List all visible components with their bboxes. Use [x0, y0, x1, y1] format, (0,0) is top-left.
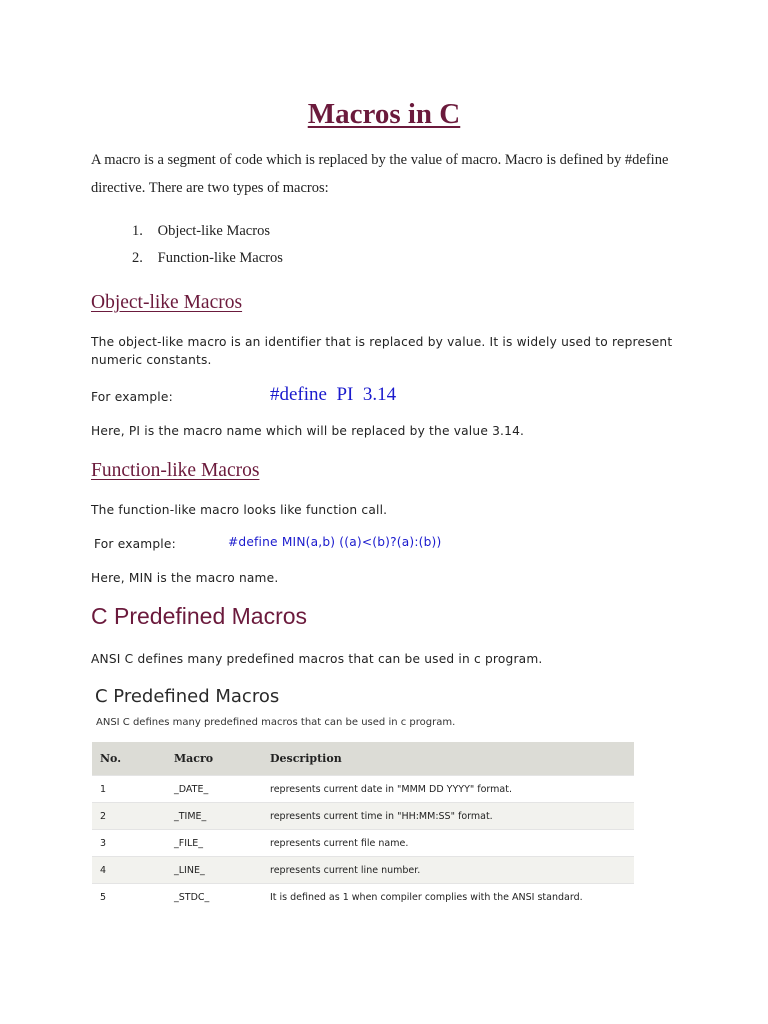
object-like-example-code: #define PI 3.14: [270, 384, 397, 405]
screenshot-description: ANSI C defines many predefined macros that can be used in c program.: [96, 717, 456, 728]
object-like-note: Here, PI is the macro name which will be replaced by the value 3.14.: [91, 424, 525, 438]
list-item-label: Function-like Macros: [157, 250, 283, 266]
cell-macro: _FILE_: [166, 830, 262, 857]
list-item: [132, 245, 283, 272]
cell-no: 3: [92, 830, 166, 857]
cell-description: It is defined as 1 when compiler complies with the ANSI standard.: [262, 884, 634, 911]
cell-macro: _TIME_: [166, 803, 262, 830]
object-like-heading: Object-like Macros: [91, 292, 243, 313]
function-like-example-code: #define MIN(a,b) ((a)<(b)?(a):(b)): [228, 535, 442, 549]
cell-description: represents current date in "MMM DD YYYY" format.: [262, 776, 634, 803]
table-row: [92, 803, 634, 830]
cell-macro: _STDC_: [166, 884, 262, 911]
cell-macro: _DATE_: [166, 776, 262, 803]
macro-types-list: [132, 218, 283, 272]
list-item-label: Object-like Macros: [157, 223, 270, 239]
list-item: [132, 218, 283, 245]
predefined-description: ANSI C defines many predefined macros that can be used in c program.: [91, 652, 543, 666]
list-number: 2.: [132, 250, 143, 266]
table-row: [92, 884, 634, 911]
function-like-description: The function-like macro looks like function call.: [91, 503, 388, 517]
predefined-heading: C Predefined Macros: [91, 603, 308, 629]
cell-no: 5: [92, 884, 166, 911]
predefined-macros-table: [92, 742, 634, 910]
cell-description: represents current file name.: [262, 830, 634, 857]
object-like-example-label: For example:: [91, 390, 173, 404]
cell-no: 2: [92, 803, 166, 830]
intro-paragraph: A macro is a segment of code which is replaced by the value of macro. Macro is defined by #define directive. There are two types of macros:: [91, 152, 669, 196]
column-header-macro: Macro: [166, 742, 262, 776]
column-header-no: No.: [92, 742, 166, 776]
cell-macro: _LINE_: [166, 857, 262, 884]
cell-description: represents current time in "HH:MM:SS" format.: [262, 803, 634, 830]
column-header-description: Description: [262, 742, 634, 776]
table-header-row: [92, 742, 634, 776]
function-like-note: Here, MIN is the macro name.: [91, 571, 279, 585]
table-row: [92, 857, 634, 884]
table-row: [92, 830, 634, 857]
page-title: Macros in C: [307, 98, 461, 130]
object-like-description: The object-like macro is an identifier that is replaced by value. It is widely used to represent numeric constants.: [91, 335, 673, 367]
cell-description: represents current line number.: [262, 857, 634, 884]
function-like-heading: Function-like Macros: [91, 460, 260, 481]
cell-no: 4: [92, 857, 166, 884]
function-like-example-label: For example:: [94, 537, 176, 551]
embedded-screenshot: [92, 682, 637, 910]
table-row: [92, 776, 634, 803]
list-number: 1.: [132, 223, 143, 239]
cell-no: 1: [92, 776, 166, 803]
screenshot-heading: C Predefined Macros: [95, 686, 280, 707]
